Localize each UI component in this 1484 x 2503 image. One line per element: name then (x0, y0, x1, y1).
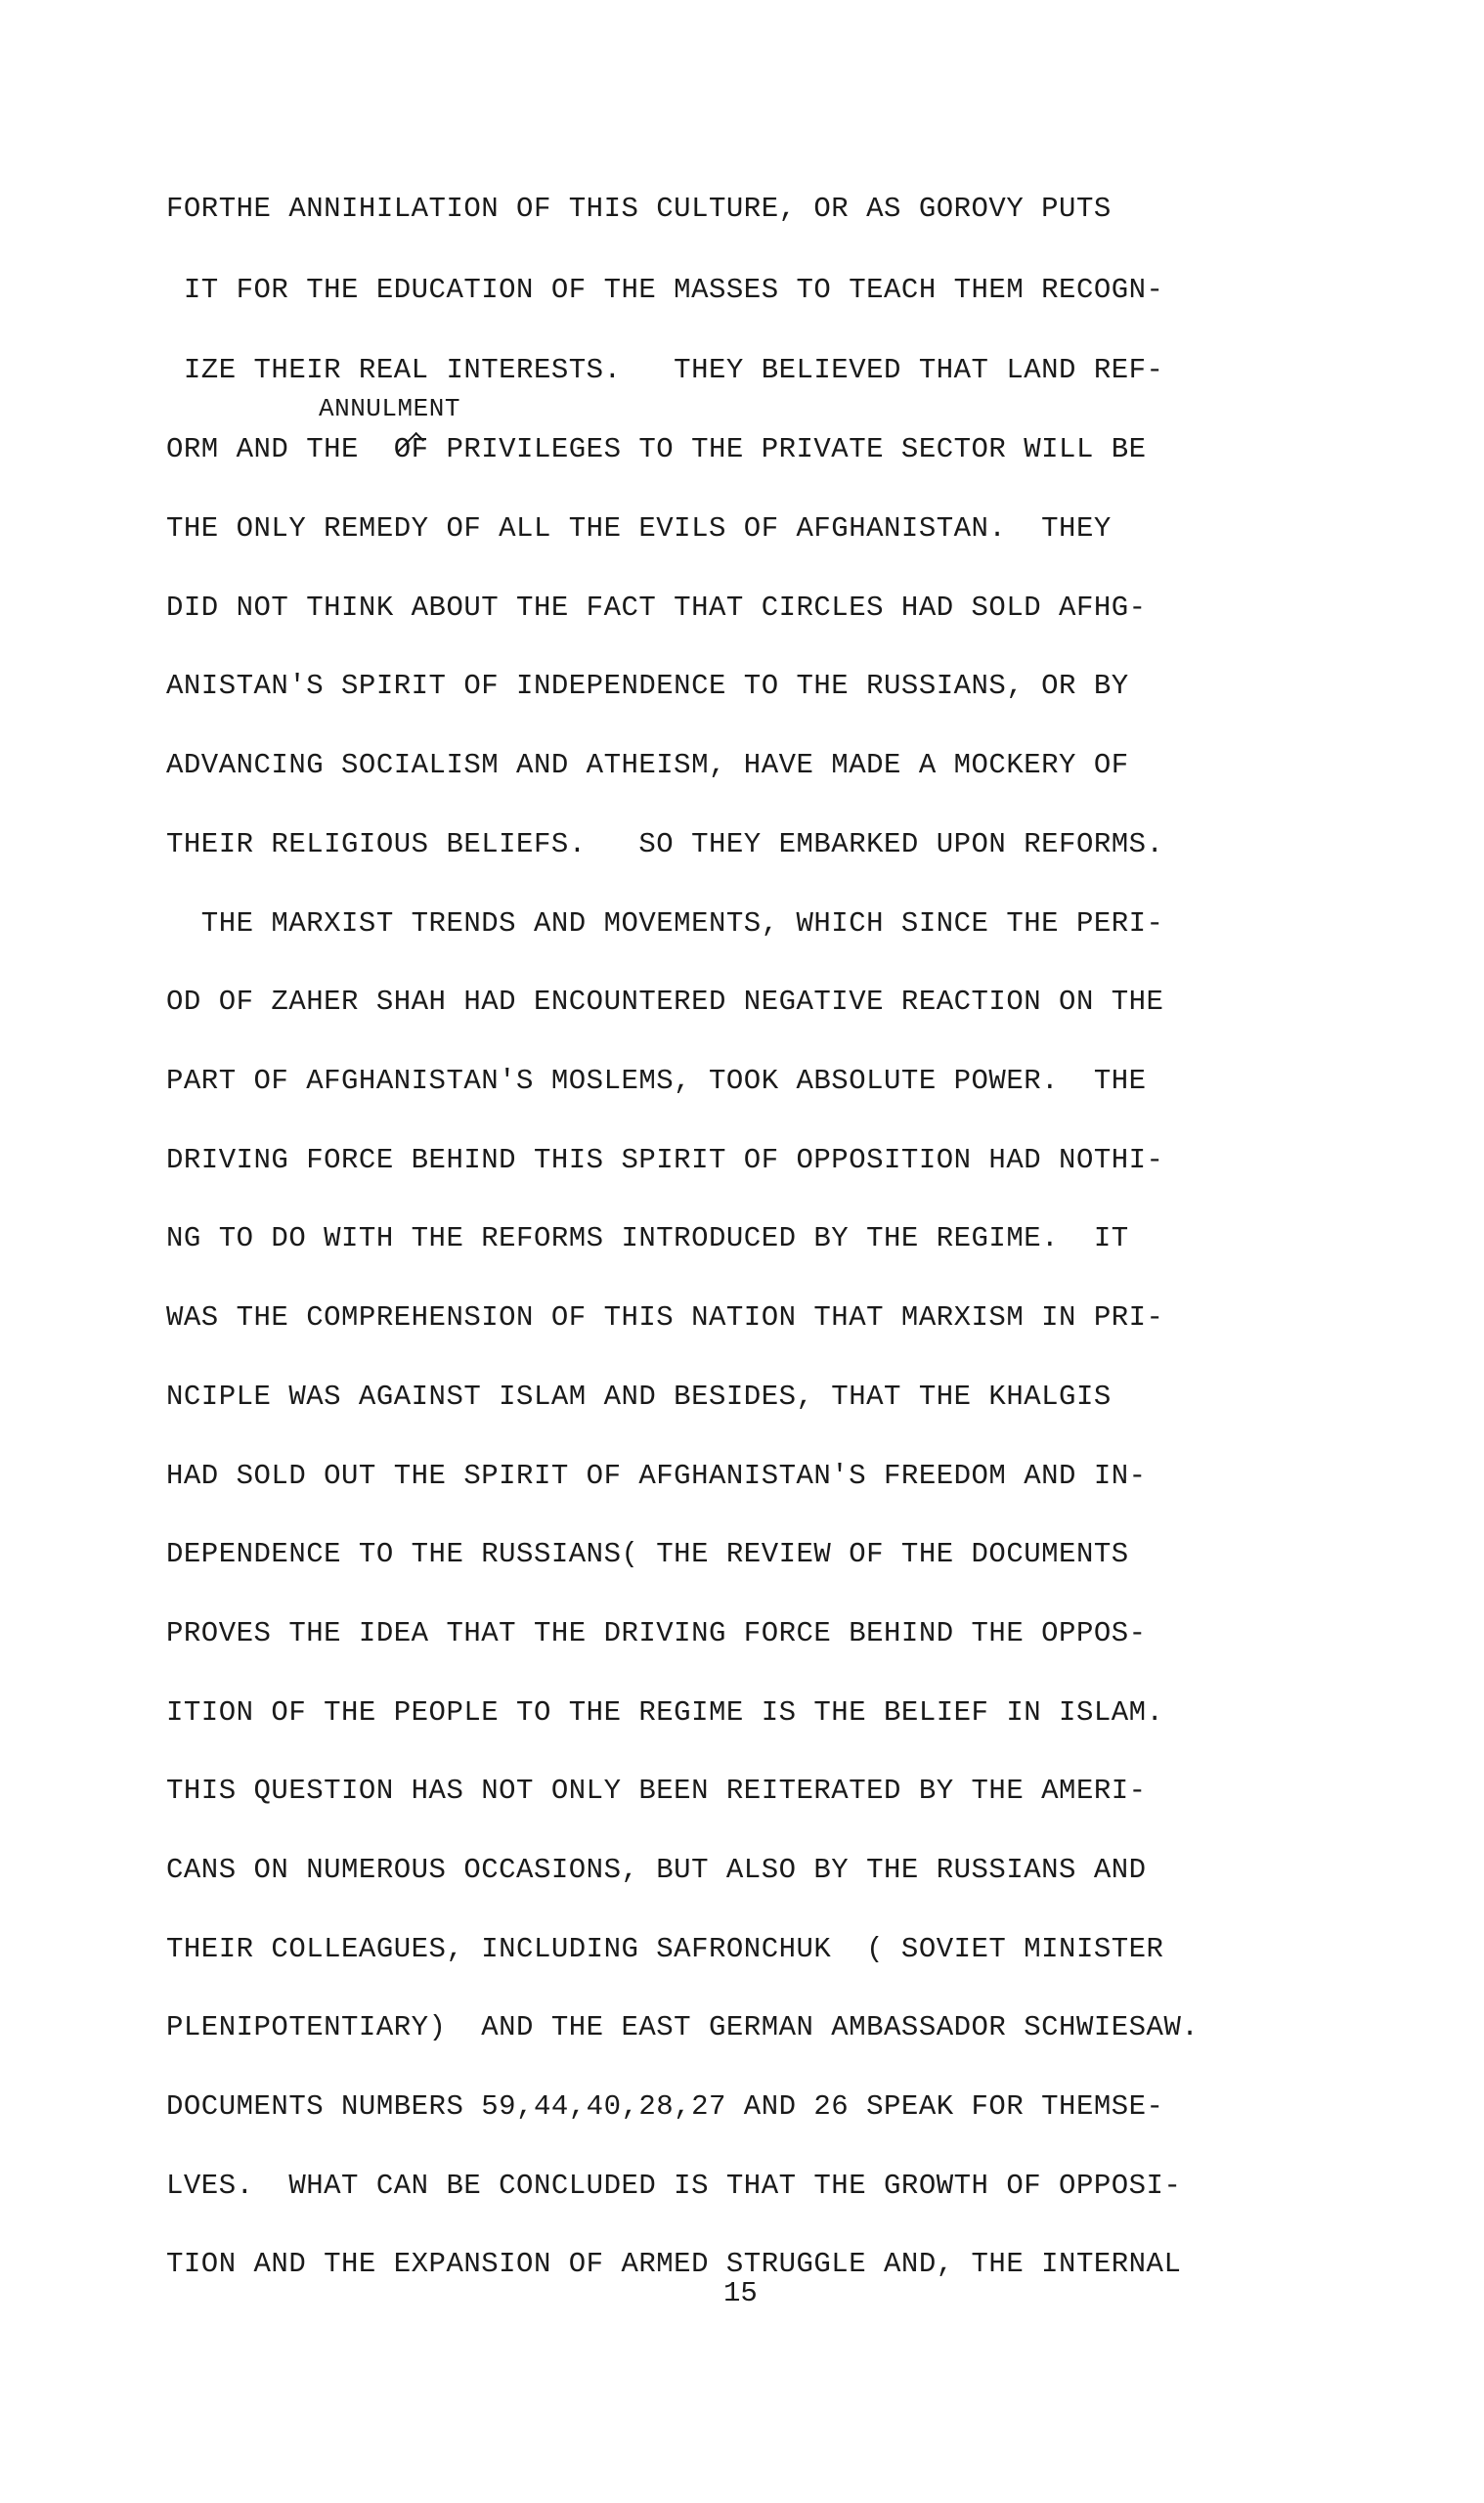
text-line-4: ORM AND THE OF PRIVILEGES TO THE PRIVATE SECTOR WILL BE (166, 433, 1147, 465)
text-line-6: DID NOT THINK ABOUT THE FACT THAT CIRCLES HAD SOLD AFHG- (166, 592, 1147, 624)
text-line-20: ITION OF THE PEOPLE TO THE REGIME IS THE BELIEF IN ISLAM. (166, 1696, 1164, 1729)
text-line-17: HAD SOLD OUT THE SPIRIT OF AFGHANISTAN'S FREEDOM AND IN- (166, 1460, 1147, 1492)
text-line-16: NCIPLE WAS AGAINST ISLAM AND BESIDES, THAT THE KHALGIS (166, 1381, 1112, 1413)
text-line-23: THEIR COLLEAGUES, INCLUDING SAFRONCHUK ( SOVIET MINISTER (166, 1933, 1164, 1965)
handwritten-insertion: ANNULMENT (319, 394, 460, 423)
text-line-24: PLENIPOTENTIARY) AND THE EAST GERMAN AMBASSADOR SCHWIESAW. (166, 2011, 1200, 2043)
text-line-26: LVES. WHAT CAN BE CONCLUDED IS THAT THE GROWTH OF OPPOSI- (166, 2170, 1182, 2202)
text-line-13: DRIVING FORCE BEHIND THIS SPIRIT OF OPPOSITION HAD NOTHI- (166, 1144, 1164, 1176)
text-line-14: NG TO DO WITH THE REFORMS INTRODUCED BY THE REGIME. IT (166, 1222, 1129, 1254)
text-line-9: THEIR RELIGIOUS BELIEFS. SO THEY EMBARKED UPON REFORMS. (166, 828, 1164, 860)
text-line-10: THE MARXIST TRENDS AND MOVEMENTS, WHICH SINCE THE PERI- (166, 907, 1164, 940)
text-line-11: OD OF ZAHER SHAH HAD ENCOUNTERED NEGATIVE REACTION ON THE (166, 986, 1164, 1018)
text-line-22: CANS ON NUMEROUS OCCASIONS, BUT ALSO BY THE RUSSIANS AND (166, 1854, 1147, 1886)
text-line-25: DOCUMENTS NUMBERS 59,44,40,28,27 AND 26 SPEAK FOR THEMSE- (166, 2090, 1164, 2123)
text-line-18: DEPENDENCE TO THE RUSSIANS( THE REVIEW OF THE DOCUMENTS (166, 1538, 1129, 1570)
text-line-27: TION AND THE EXPANSION OF ARMED STRUGGLE AND, THE INTERNAL (166, 2248, 1182, 2280)
text-line-21: THIS QUESTION HAS NOT ONLY BEEN REITERATED BY THE AMERI- (166, 1775, 1147, 1807)
text-line-1: FORTHE ANNIHILATION OF THIS CULTURE, OR AS GOROVY PUTS (166, 193, 1112, 225)
text-line-8: ADVANCING SOCIALISM AND ATHEISM, HAVE MADE A MOCKERY OF (166, 749, 1129, 781)
text-line-15: WAS THE COMPREHENSION OF THIS NATION THAT MARXISM IN PRI- (166, 1301, 1164, 1334)
text-line-7: ANISTAN'S SPIRIT OF INDEPENDENCE TO THE RUSSIANS, OR BY (166, 670, 1129, 702)
text-line-3: IZE THEIR REAL INTERESTS. THEY BELIEVED THAT LAND REF- (166, 354, 1164, 386)
page-number: 15 (723, 2277, 758, 2309)
text-line-5: THE ONLY REMEDY OF ALL THE EVILS OF AFGHANISTAN. THEY (166, 512, 1112, 545)
text-line-12: PART OF AFGHANISTAN'S MOSLEMS, TOOK ABSOLUTE POWER. THE (166, 1065, 1147, 1097)
text-line-19: PROVES THE IDEA THAT THE DRIVING FORCE BEHIND THE OPPOS- (166, 1617, 1147, 1649)
text-line-2: IT FOR THE EDUCATION OF THE MASSES TO TEACH THEM RECOGN- (166, 274, 1164, 306)
